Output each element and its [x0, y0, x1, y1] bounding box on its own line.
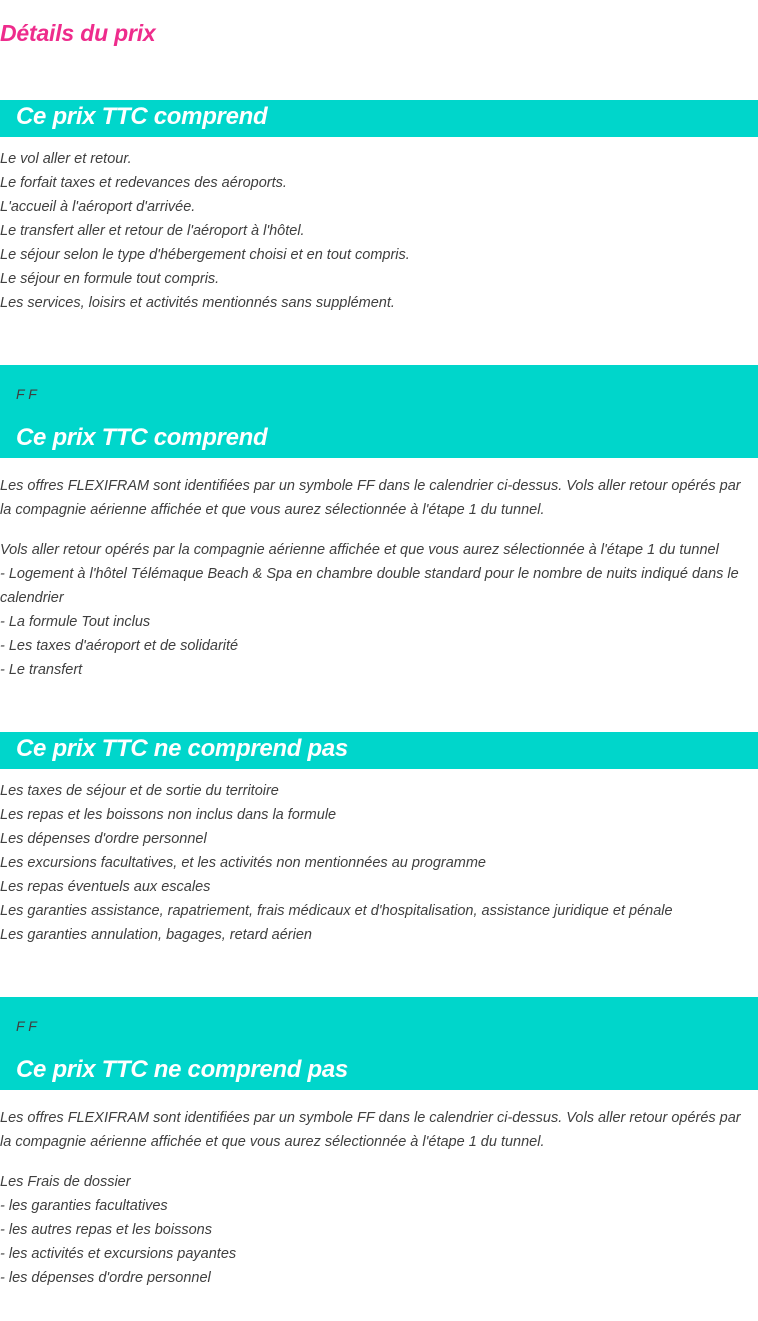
section-title-flexifram-included: Ce prix TTC comprend [16, 424, 268, 451]
list-item: Le forfait taxes et redevances des aéroports. [0, 175, 287, 191]
list-item: - les autres repas et les boissons [0, 1222, 212, 1238]
list-item: - les activités et excursions payantes [0, 1246, 237, 1262]
list-item: Les services, loisirs et activités mentionnés sans supplément. [0, 295, 395, 311]
list-item: - La formule Tout inclus [0, 614, 151, 630]
included-list [0, 147, 750, 315]
list-item: Le séjour selon le type d'hébergement choisi et en tout compris. [0, 247, 410, 263]
section-title-included: Ce prix TTC comprend [16, 103, 268, 130]
not-included-list [0, 779, 750, 947]
list-item: - Le transfert [0, 662, 83, 678]
flexifram-not-included-lines [0, 1170, 745, 1290]
list-item: Les dépenses d'ordre personnel [0, 831, 207, 847]
list-item: Les Frais de dossier [0, 1174, 131, 1190]
flexifram-included-lines [0, 538, 745, 682]
list-item: L'accueil à l'aéroport d'arrivée. [0, 199, 196, 215]
section-header-included [0, 100, 758, 137]
list-item: Les garanties assistance, rapatriement, frais médicaux et d'hospitalisation, assistance juridique et pénale [0, 903, 673, 919]
list-item: Les repas éventuels aux escales [0, 879, 211, 895]
list-item: - Les taxes d'aéroport et de solidarité [0, 638, 239, 654]
list-item: Les garanties annulation, bagages, retard aérien [0, 927, 312, 943]
list-item: Les excursions facultatives, et les activités non mentionnées au programme [0, 855, 486, 871]
page-title: Détails du prix [0, 20, 156, 46]
flexifram-intro: Les offres FLEXIFRAM sont identifiées par un symbole FF dans le calendrier ci-dessus. Vols aller retour opérés par la compagnie aérienne affichée et que vous aurez sélectionnée à l'étape 1 du tunnel. [0, 1110, 741, 1150]
ff-tag: F F [16, 386, 37, 402]
section-header-not-included [0, 732, 758, 769]
list-item: Vols aller retour opérés par la compagnie aérienne affichée et que vous aurez sélectionnée à l'étape 1 du tunnel [0, 542, 719, 558]
list-item: - les dépenses d'ordre personnel [0, 1270, 211, 1286]
list-item: Le transfert aller et retour de l'aéroport à l'hôtel. [0, 223, 305, 239]
flexifram-intro: Les offres FLEXIFRAM sont identifiées par un symbole FF dans le calendrier ci-dessus. Vols aller retour opérés par la compagnie aérienne affichée et que vous aurez sélectionnée à l'étape 1 du tunnel. [0, 478, 741, 518]
section-title-not-included: Ce prix TTC ne comprend pas [16, 735, 348, 762]
list-item: - Logement à l'hôtel Télémaque Beach & Spa en chambre double standard pour le nombre de nuits indiqué dans le calendrier [0, 566, 739, 606]
ff-tag: F F [16, 1018, 37, 1034]
section-title-flexifram-not-included: Ce prix TTC ne comprend pas [16, 1056, 348, 1083]
list-item: Le séjour en formule tout compris. [0, 271, 220, 287]
list-item: Le vol aller et retour. [0, 151, 132, 167]
list-item: Les repas et les boissons non inclus dans la formule [0, 807, 337, 823]
section-header-flexifram-included [0, 365, 758, 458]
section-header-flexifram-not-included [0, 997, 758, 1090]
list-item: Les taxes de séjour et de sortie du territoire [0, 783, 279, 799]
list-item: - les garanties facultatives [0, 1198, 168, 1214]
